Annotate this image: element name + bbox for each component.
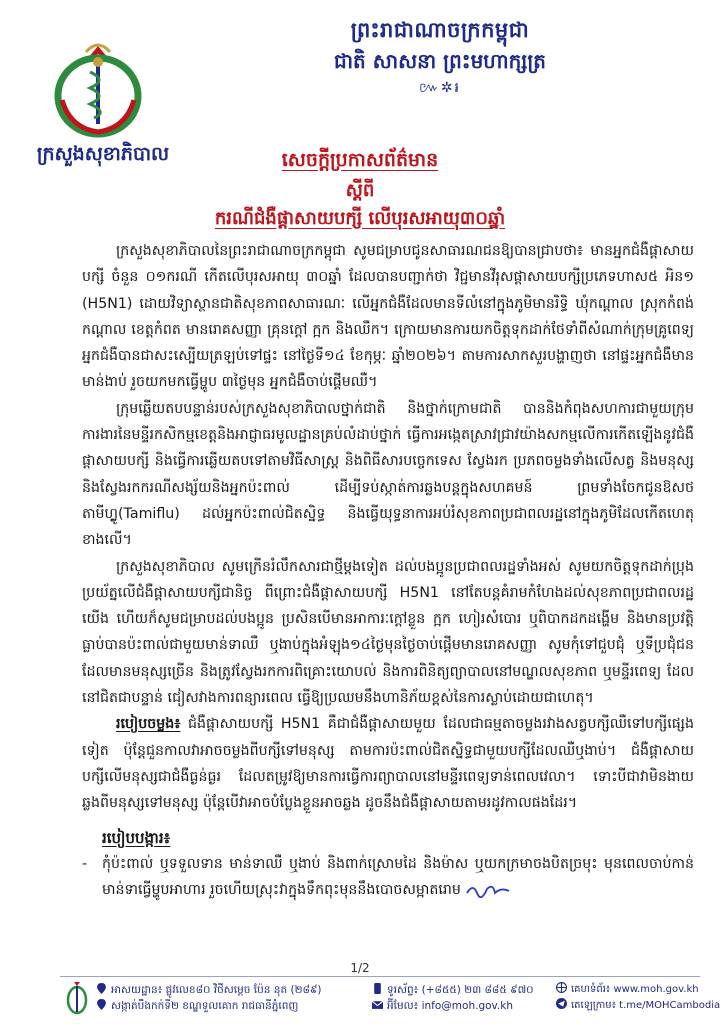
phone-number: ទូរស័ព្ទ៖ (+៨៥៥) ២៣ ៨៨៥ ៩៧០ bbox=[387, 984, 534, 996]
location-icon bbox=[96, 999, 107, 1010]
prevention-item-1: កុំប៉ះពាល់ ឬទទួលទាន មាន់ទាឈឺ ឬងាប់ និងពាក់ស្រោមដៃ និងម៉ាស ឬយកក្រមាចងបិតច្រមុះ មុនពេលចាប់កាន់មាន់ទាធ្វើម្ហូបអាហារ រួចហើយស្រុះវាក្នុងទឹកពុះមុននឹងបោចសម្អាតរោម bbox=[102, 855, 694, 899]
ornament: ៚✲៛ bbox=[419, 80, 461, 96]
bullet-dash: - bbox=[82, 855, 88, 872]
telegram-icon bbox=[556, 998, 567, 1009]
website-link[interactable]: គេហទំព័រ៖ www.moh.gov.kh bbox=[571, 984, 699, 995]
kingdom-title: ព្រះរាជាណាចក្រកម្ពុជា bbox=[350, 17, 530, 42]
paragraph-advisory: ក្រសួងសុខាភិបាល សូមក្រើនរំលឹកសារជាថ្មីម្តងទៀត ដល់បងប្អូនប្រជាពលរដ្ឋទាំងអស់ សូមយកចិត្តទុកដាក់ប្រុងប្រយ័ត្នលើជំងឺផ្តាសាយបក្សីជានិច្ច ពីព្រោះជំងឺផ្តាសាយបក្សី H5N1 នៅតែបន្តគំរាមកំហែងដល់សុខភាពប្រជាពលរដ្ឋយើង ហើយក៏សូមជម្រាបដល់បងប្អូន ប្រសិនបើមានអាការៈក្តៅខ្លួន ក្អក ហៀរសំបោរ ឬពិបាកដកដង្ហើម និងមានប្រវត្តិធ្លាប់បានប៉ះពាល់ជាមួយមាន់ទាឈឺ ឬងាប់ក្នុងអំឡុង១៤ថ្ងៃមុនថ្ងៃចាប់ផ្តើមមានរោគសញ្ញា សូមកុំទៅជួបជុំ ឬទីប្រជុំជនដែលមានមនុស្សច្រើន និងត្រូវស្វែងរកការពិគ្រោះយោបល់ និងការពិនិត្យព្យាបាលនៅមណ្ឌលសុខភាព ឬមន្ទីរពេទ្យ ដែលនៅជិតជាបន្ទាន់ ជៀសវាងការពន្យារពេល ធ្វើឱ្យប្រឈមនឹងហានិភ័យខ្ពស់នៃការស្លាប់ដោយជាហេតុ។ bbox=[82, 558, 694, 707]
footer-address bbox=[96, 982, 346, 1014]
globe-icon bbox=[556, 982, 567, 993]
footer-web bbox=[556, 982, 721, 1014]
transmission-text: ជំងឺផ្តាសាយបក្សី H5N1 គឺជាជំងឺផ្តាសាយមួយ ដែលជាធម្មតាចម្លងរវាងសត្វបក្សីឈឺទៅបក្សីផ្សេងទៀត ប៉ុន្តែជួនកាលវាអាចចម្លងពីបក្សីទៅមនុស្ស តាមការប៉ះពាល់ជិតស្និទ្ធជាមួយបក្សីដែលឈឺឬងាប់។ ជំងឺផ្តាសាយបក្សីលើមនុស្សជាជំងឺធ្ងន់ធ្ងរ ដែលតម្រូវឱ្យមានការធ្វើការព្យាបាលនៅមន្ទីរពេទ្យទាន់ពេលវេលា។ ទោះបីជាវាមិនងាយឆ្លងពីមនុស្សទៅមនុស្ស ប៉ុន្តែបើវាអាចបំប្លែងខ្លួនអាចឆ្លង ដូចនឹងជំងឺផ្តាសាយតាមរដូវកាលផងដែរ។ bbox=[82, 716, 694, 812]
document-subject: ករណីជំងឺផ្តាសាយបក្សី លើបុរសអាយុ៣០ឆ្នាំ bbox=[214, 208, 506, 229]
phone-icon bbox=[372, 983, 383, 994]
footer-logo bbox=[66, 980, 88, 1016]
ministry-logo bbox=[50, 36, 146, 142]
page-number: 1/2 bbox=[350, 961, 370, 975]
document-title: សេចក្តីប្រកាសព័ត៌មាន bbox=[281, 149, 439, 171]
telegram-link[interactable]: តេឡេក្រាម៖ t.me/MOHCambodia bbox=[571, 1000, 721, 1011]
email-icon bbox=[372, 999, 383, 1010]
footer-divider bbox=[60, 976, 700, 977]
national-motto: ជាតិ សាសនា ព្រះមហាក្សត្រ bbox=[334, 49, 546, 73]
paragraph-transmission bbox=[82, 711, 694, 816]
paragraph-case-report: ក្រសួងសុខាភិបាលនៃព្រះរាជាណាចក្រកម្ពុជា សូមជម្រាបជូនសាធារណជនឱ្យបានជ្រាបថា៖ មានអ្នកជំងឺផ្តាសាយបក្សី ចំនួន ០១ករណី កើតលើបុរសអាយុ ៣០ឆ្នាំ ដែលបានបញ្ជាក់ថា វិជ្ជមានវីរុសផ្តាសាយបក្សីប្រភេទហាស៥ អិន១ (H5N1) ដោយវិទ្យាស្ថានជាតិសុខភាពសាធារណៈ លើអ្នកជំងឺដែលមានទីលំនៅក្នុងភូមិមានរិទ្ធិ ឃុំកណ្តាល ស្រុកកំពង់កណ្តាល ខេត្តកំពត មានរោគសញ្ញា គ្រុនក្តៅ ក្អក និងឈឺក។ ក្រោយមានការយកចិត្តទុកដាក់ថែទាំពីសំណាក់ក្រុមគ្រូពេទ្យ អ្នកជំងឺបានជាសះស្បើយត្រឡប់ទៅផ្ទះ នៅថ្ងៃទី១៤ ខែកុម្ភៈ ឆ្នាំ២០២៦។ តាមការសាកសួរបង្ហាញថា នៅផ្ទះអ្នកជំងឺមានមាន់ងាប់ រួចយកមកធ្វើម្ហូប ៣ថ្ងៃមុន អ្នកជំងឺចាប់ផ្តើមឈឺ។ bbox=[82, 243, 694, 391]
address-line-1: អាសយដ្ឋាន៖ ផ្លូវលេខ៨០ វិថីសម្តេច ប៉ែន នុត (២៨៩) bbox=[111, 984, 322, 996]
transmission-label: របៀបចម្លង៖ bbox=[116, 716, 181, 733]
list-item bbox=[82, 851, 694, 904]
email-link[interactable]: អ៊ីមែល៖ info@moh.gov.kh bbox=[387, 1000, 514, 1012]
initials-signature bbox=[465, 881, 511, 899]
document-body bbox=[82, 238, 694, 903]
location-icon bbox=[96, 983, 107, 994]
prevention-heading: របៀបបង្ការ៖ bbox=[102, 828, 171, 847]
ministry-name: ក្រសួងសុខាភិបាល bbox=[36, 143, 170, 165]
footer-contact bbox=[372, 982, 542, 1014]
paragraph-response: ក្រុមឆ្លើយតបបន្ទាន់របស់ក្រសួងសុខាភិបាលថ្នាក់ជាតិ និងថ្នាក់ក្រោមជាតិ បាននិងកំពុងសហការជាមួយក្រុមការងារនៃមន្ទីរកសិកម្មខេត្តនិងអាជ្ញាធរមូលដ្ឋានគ្រប់លំដាប់ថ្នាក់ ធ្វើការអង្កេតស្រាវជ្រាវយ៉ាងសកម្មលើការកើតឡើងនូវជំងឺផ្តាសាយបក្សី និងធ្វើការឆ្លើយតបទៅតាមវិធីសាស្ត្រ និងពិធីសារបច្ចេកទេស ស្វែងរក ប្រភពចម្លងទាំងលើសត្វ និងមនុស្ស និងស្វែងរកករណីសង្ស័យនិងអ្នកប៉ះពាល់ ដើម្បីទប់ស្កាត់ការឆ្លងបន្តក្នុងសហគមន៍ ព្រមទាំងចែកជូនឱសថតាមីហ្វ្លូ(Tamiflu) ដល់អ្នកប៉ះពាល់ជិតស្និទ្ធ និងធ្វើយុទ្ធនាការអប់រំសុខភាពប្រជាពលរដ្ឋនៅក្នុងភូមិដែលកើតហេតុខាងលើ។ bbox=[82, 400, 694, 549]
address-line-2: សង្កាត់បឹងកក់ទី២ ខណ្ឌទួលគោក រាជធានីភ្នំពេញ bbox=[111, 1000, 299, 1012]
document-title-about: ស្តីពី bbox=[345, 180, 375, 201]
